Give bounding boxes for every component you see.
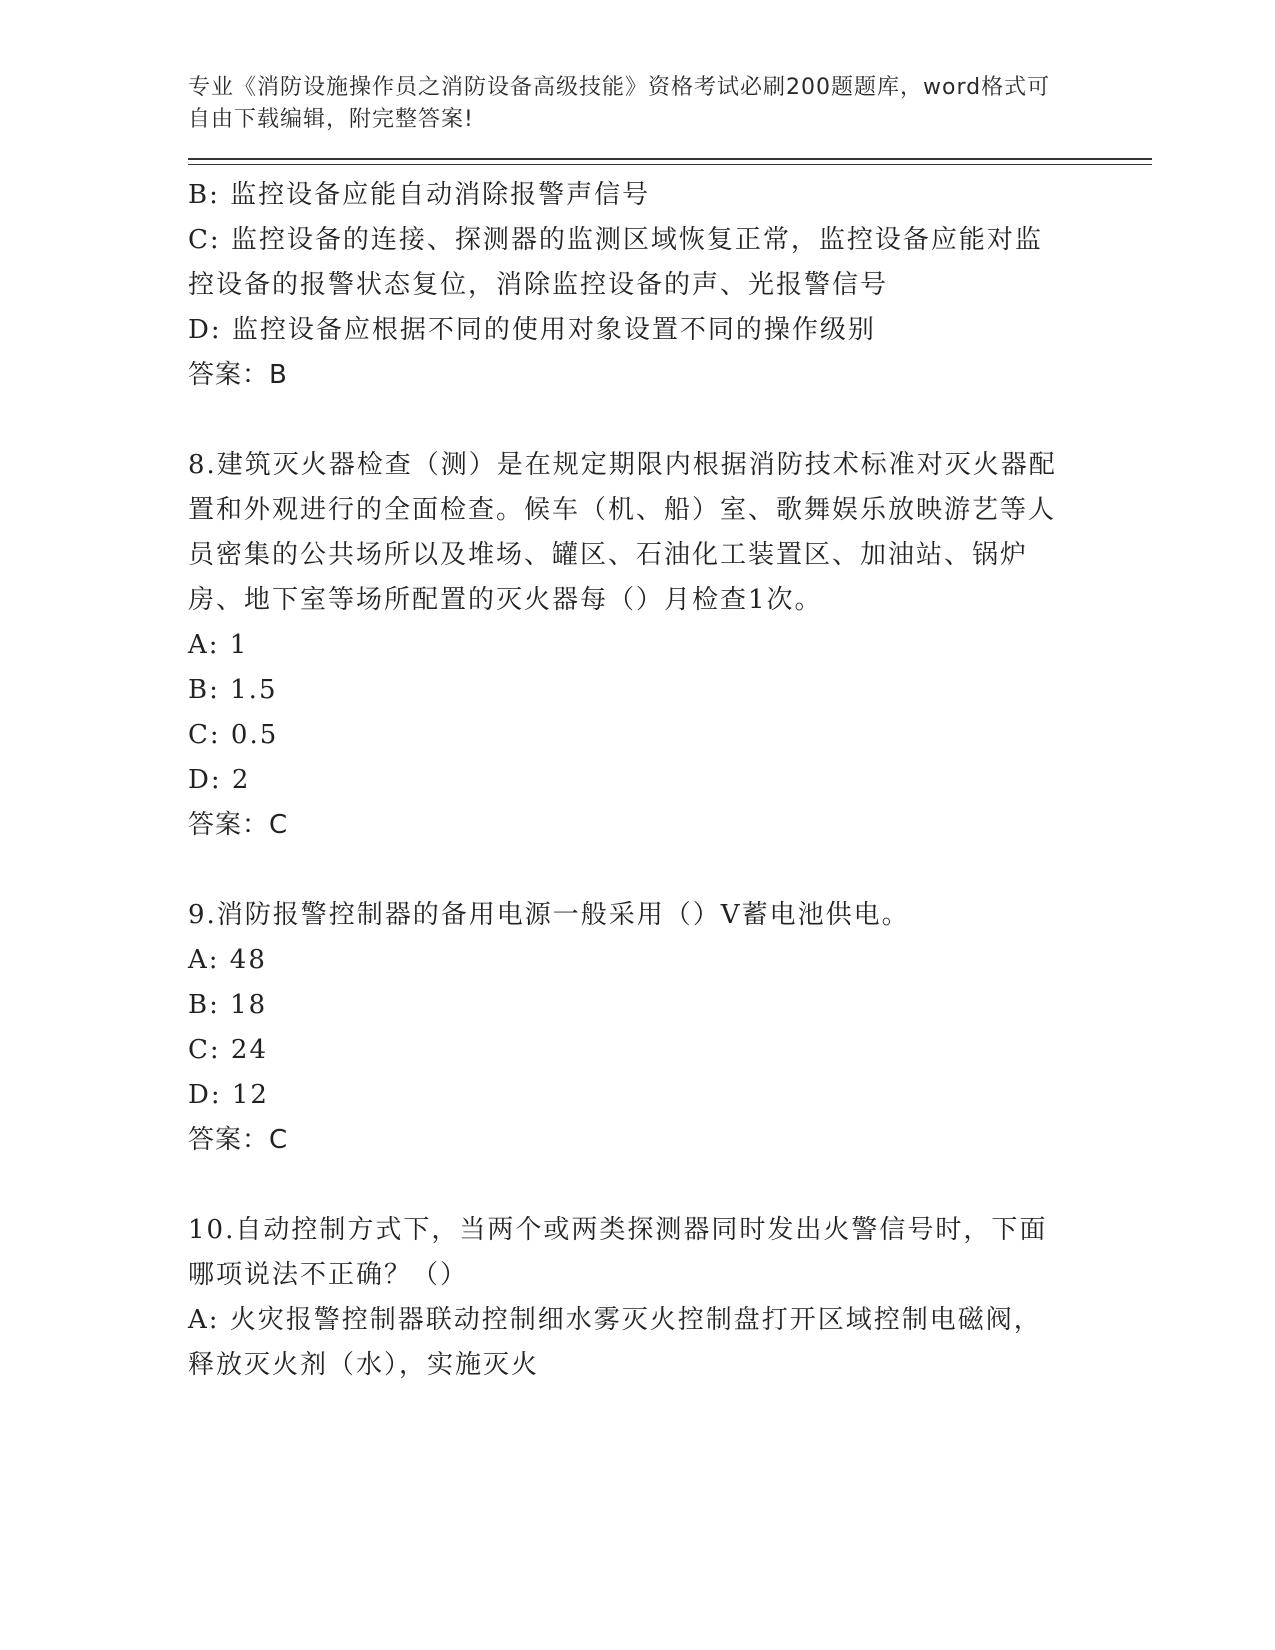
q10-option-a: A: 火灾报警控制器联动控制细水雾灭火控制盘打开区域控制电磁阀，释放灭火剂（水），实施灭火 bbox=[188, 1305, 1042, 1380]
divider-thick bbox=[188, 158, 1152, 160]
q8-option-d: D: 2 bbox=[188, 765, 251, 795]
q9-option-b: B: 18 bbox=[188, 990, 268, 1020]
q7-answer: 答案：B bbox=[188, 360, 288, 390]
spacer bbox=[188, 848, 1068, 893]
q9-option-c: C: 24 bbox=[188, 1035, 269, 1065]
q7-option-c: C: 监控设备的连接、探测器的监测区域恢复正常，监控设备应能对监控设备的报警状态复位，消除监控设备的声、光报警信号 bbox=[188, 225, 1043, 300]
document-page bbox=[188, 72, 1088, 1388]
document-header: 专业《消防设施操作员之消防设备高级技能》资格考试必刷200题题库，word格式可自由下载编辑，附完整答案! bbox=[188, 75, 1051, 132]
q9-answer: 答案：C bbox=[188, 1125, 289, 1155]
q8-question: 8.建筑灭火器检查（测）是在规定期限内根据消防技术标准对灭火器配置和外观进行的全面检查。候车（机、船）室、歌舞娱乐放映游艺等人员密集的公共场所以及堆场、罐区、石油化工装置区、加油站、锅炉房、地下室等场所配置的灭火器每（）月检查1次。 bbox=[188, 450, 1057, 615]
spacer bbox=[188, 398, 1068, 443]
q8-option-a: A: 1 bbox=[188, 630, 249, 660]
q9-option-a: A: 48 bbox=[188, 945, 267, 975]
q7-option-d: D: 监控设备应根据不同的使用对象设置不同的操作级别 bbox=[188, 315, 876, 345]
q9-question: 9.消防报警控制器的备用电源一般采用（）V蓄电池供电。 bbox=[188, 900, 910, 930]
divider-thin bbox=[188, 164, 1152, 165]
q7-option-b: B: 监控设备应能自动消除报警声信号 bbox=[188, 180, 651, 210]
q8-option-b: B: 1.5 bbox=[188, 675, 278, 705]
spacer bbox=[188, 1163, 1068, 1208]
q9-option-d: D: 12 bbox=[188, 1080, 269, 1110]
q8-answer: 答案：C bbox=[188, 810, 289, 840]
question-list bbox=[188, 173, 1068, 1388]
q8-option-c: C: 0.5 bbox=[188, 720, 279, 750]
q10-question: 10.自动控制方式下，当两个或两类探测器同时发出火警信号时，下面哪项说法不正确？（） bbox=[188, 1215, 1048, 1290]
header-divider bbox=[188, 158, 1152, 165]
